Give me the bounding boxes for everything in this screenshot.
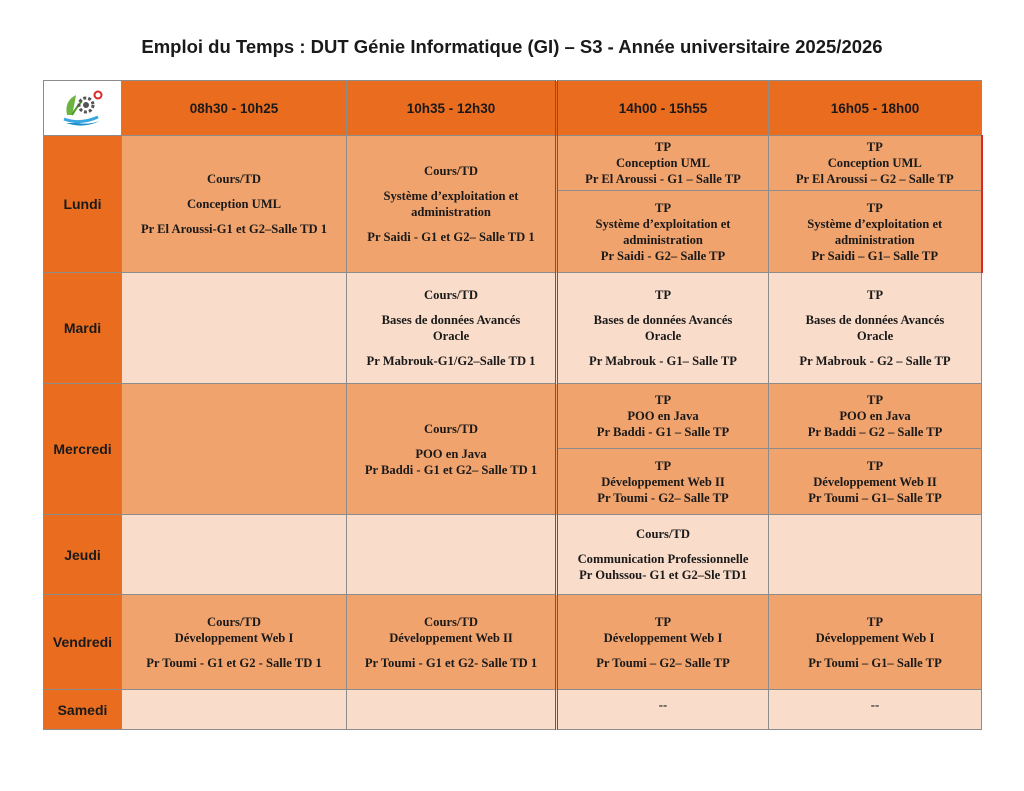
course-name: Développement Web II xyxy=(389,630,513,645)
mercredi-slot-3-g2 xyxy=(558,448,768,514)
session-type: TP xyxy=(866,200,883,215)
course-name-cont: administration xyxy=(834,232,915,247)
course-name: Système d’exploitation et xyxy=(595,216,731,231)
slot-3-header: 14h00 - 15h55 xyxy=(557,81,769,136)
vendredi-slot-2 xyxy=(347,595,557,690)
session-type: TP xyxy=(654,458,672,473)
day-label: Vendredi xyxy=(44,595,122,690)
session-type: Cours/TD xyxy=(207,172,261,186)
school-logo-icon xyxy=(58,85,108,129)
jeudi-slot-1 xyxy=(122,515,347,595)
mercredi-slot-3-g1 xyxy=(558,384,768,448)
row-samedi xyxy=(44,690,982,730)
lundi-slot-3-g1 xyxy=(558,136,768,190)
page-title: Emploi du Temps : DUT Génie Informatique (GI) – S3 - Année universitaire 2025/2026 xyxy=(141,36,883,57)
day-label: Mercredi xyxy=(44,384,122,515)
row-lundi xyxy=(44,136,982,273)
course-name: Bases de données Avancés xyxy=(381,313,521,327)
day-label: Samedi xyxy=(44,690,122,730)
vendredi-slot-1 xyxy=(122,595,347,690)
lundi-slot-3-g2 xyxy=(558,190,768,272)
session-type: TP xyxy=(866,614,884,629)
day-label: Mardi xyxy=(44,273,122,384)
teacher-group: Pr Mabrouk - G1– Salle TP xyxy=(589,354,737,368)
mercredi-slot-4-g2 xyxy=(769,448,981,514)
lundi-slot-4-g2 xyxy=(769,190,981,272)
session-type: TP xyxy=(654,200,672,215)
jeudi-slot-4 xyxy=(769,515,982,595)
course-name: Système d’exploitation et xyxy=(807,216,943,231)
course-name-cont: Oracle xyxy=(432,329,470,343)
session-type: TP xyxy=(654,140,672,154)
course-name-cont: Oracle xyxy=(644,329,682,343)
vendredi-slot-3 xyxy=(557,595,769,690)
mercredi-slot-2 xyxy=(347,384,557,515)
row-jeudi xyxy=(44,515,982,595)
course-name: POO en Java xyxy=(415,446,487,461)
teacher-group: Pr Toumi - G1 et G2- Salle TD 1 xyxy=(364,655,538,670)
course-name-cont: administration xyxy=(623,232,703,247)
course-name: Développement Web I xyxy=(603,630,723,645)
course-name: Conception UML xyxy=(186,197,282,211)
teacher-group: Pr Mabrouk-G1/G2–Salle TD 1 xyxy=(366,354,536,368)
mardi-slot-1 xyxy=(122,273,347,384)
course-name: Communication Professionnelle xyxy=(577,552,749,566)
session-type: TP xyxy=(866,140,883,154)
lundi-slot-1 xyxy=(122,136,347,273)
mardi-slot-4 xyxy=(769,273,982,384)
teacher-group: Pr Toumi - G2– Salle TP xyxy=(597,490,729,505)
teacher-group: Pr El Aroussi - G1 – Salle TP xyxy=(585,172,741,186)
slot-2-header: 10h35 - 12h30 xyxy=(347,81,557,136)
mercredi-slot-3 xyxy=(557,384,769,515)
course-name: Système d’exploitation et xyxy=(383,189,519,203)
samedi-slot-4: -- xyxy=(769,690,982,730)
session-type: Cours/TD xyxy=(424,288,478,302)
mercredi-slot-1 xyxy=(122,384,347,515)
course-name-cont: administration xyxy=(411,205,491,219)
course-name-cont: Oracle xyxy=(856,329,894,343)
teacher-group: Pr Toumi – G1– Salle TP xyxy=(808,490,942,505)
course-name: Développement Web I xyxy=(815,630,935,645)
course-name: Conception UML xyxy=(615,156,711,170)
session-type: TP xyxy=(866,288,884,302)
course-name: Développement Web I xyxy=(174,630,294,645)
teacher-group: Pr Baddi - G1 et G2– Salle TD 1 xyxy=(364,462,538,477)
row-vendredi xyxy=(44,595,982,690)
lundi-slot-2 xyxy=(347,136,557,273)
samedi-slot-1 xyxy=(122,690,347,730)
slot-1-header: 08h30 - 10h25 xyxy=(122,81,347,136)
teacher-group: Pr El Aroussi-G1 et G2–Salle TD 1 xyxy=(140,222,328,236)
teacher-group: Pr El Aroussi – G2 – Salle TP xyxy=(795,172,954,186)
teacher-group: Pr Baddi - G1 – Salle TP xyxy=(596,425,730,439)
row-mercredi xyxy=(44,384,982,515)
day-label: Jeudi xyxy=(44,515,122,595)
session-type: TP xyxy=(866,458,884,473)
session-type: Cours/TD xyxy=(636,527,690,541)
teacher-group: Pr Saidi - G1 et G2– Salle TD 1 xyxy=(367,230,535,244)
slot-4-header: 16h05 - 18h00 xyxy=(769,81,982,136)
session-type: Cours/TD xyxy=(207,614,261,629)
course-name: Conception UML xyxy=(827,156,922,170)
session-type: Cours/TD xyxy=(424,614,478,629)
teacher-group: Pr Toumi – G2– Salle TP xyxy=(596,655,730,670)
teacher-group: Pr Toumi - G1 et G2 - Salle TD 1 xyxy=(146,655,322,670)
logo-cell xyxy=(44,81,122,136)
lundi-slot-4 xyxy=(769,136,982,273)
session-type: TP xyxy=(654,393,672,407)
timetable xyxy=(43,80,983,730)
vendredi-slot-4 xyxy=(769,595,982,690)
session-type: TP xyxy=(866,393,884,407)
teacher-group: Pr Saidi - G2– Salle TP xyxy=(600,248,726,263)
day-label: Lundi xyxy=(44,136,122,273)
mardi-slot-3 xyxy=(557,273,769,384)
samedi-slot-2 xyxy=(347,690,557,730)
session-type: TP xyxy=(654,288,672,302)
session-type: Cours/TD xyxy=(424,164,478,178)
samedi-slot-3: -- xyxy=(557,690,769,730)
course-name: Développement Web II xyxy=(813,474,937,489)
session-type: TP xyxy=(654,614,672,629)
header-row xyxy=(44,81,982,136)
teacher-group: Pr Baddi – G2 – Salle TP xyxy=(807,425,943,439)
course-name: Bases de données Avancés xyxy=(805,313,945,327)
teacher-group: Pr Toumi – G1– Salle TP xyxy=(808,655,942,670)
jeudi-slot-2 xyxy=(347,515,557,595)
teacher-group: Pr Ouhssou- G1 et G2–Sle TD1 xyxy=(579,568,747,582)
course-name: Bases de données Avancés xyxy=(593,313,733,327)
mercredi-slot-4 xyxy=(769,384,982,515)
mardi-slot-2 xyxy=(347,273,557,384)
jeudi-slot-3 xyxy=(557,515,769,595)
lundi-slot-4-g1 xyxy=(769,136,981,190)
row-mardi xyxy=(44,273,982,384)
course-name: POO en Java xyxy=(627,409,699,423)
teacher-group: Pr Saidi – G1– Salle TP xyxy=(811,248,939,263)
course-name: POO en Java xyxy=(839,409,911,423)
teacher-group: Pr Mabrouk - G2 – Salle TP xyxy=(799,354,951,368)
course-name: Développement Web II xyxy=(601,474,725,489)
mercredi-slot-4-g1 xyxy=(769,384,981,448)
lundi-slot-3 xyxy=(557,136,769,273)
session-type: Cours/TD xyxy=(424,421,478,436)
